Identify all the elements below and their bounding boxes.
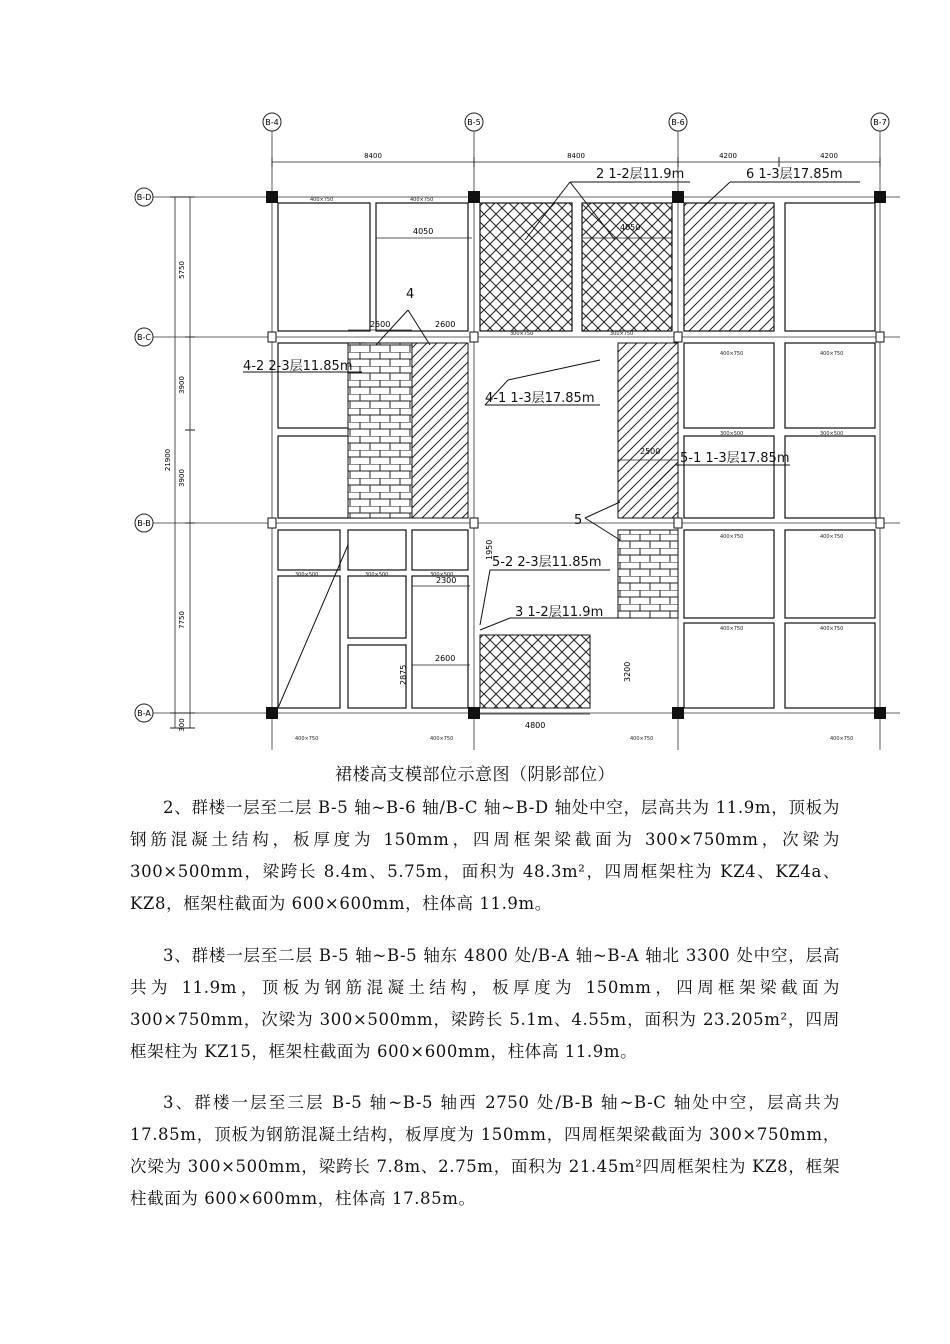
dim-text: 2600 — [435, 654, 456, 663]
paragraph-3: 3、群楼一层至三层 B-5 轴~B-5 轴西 2750 处/B-B 轴~B-C 轴处中空，层高共为 17.85m，顶板为钢筋混凝土结构，板厚度为 150mm，四周框架梁截面为 300×750mm，次梁为 300×500mm，梁跨长 7.8m、2.75m，面积为 21.45m²四周框架柱为 KZ8，框架柱截面为 600×600mm，柱体高 17.85m。 — [130, 1093, 840, 1208]
beam-label: 400×750 — [720, 534, 744, 540]
dim-text: 4050 — [413, 227, 434, 236]
dim-text: 8400 — [364, 152, 382, 160]
zone-5-1 — [618, 343, 678, 518]
callout-4-1: 4-1 1-3层17.85m — [485, 391, 595, 406]
dim-text: 2300 — [436, 576, 457, 585]
floor-plan-drawing — [130, 100, 910, 755]
axis-bubbles-top — [263, 113, 889, 131]
callout-5-1: 5-1 1-3层17.85m — [680, 451, 790, 466]
dim-text: 4050 — [620, 223, 641, 232]
left-dimensions — [164, 197, 195, 732]
axis-label: B-6 — [671, 118, 685, 127]
beam-label: 300×500 — [430, 572, 454, 578]
beam-label: 400×750 — [630, 736, 654, 742]
dim-text: 2875 — [399, 664, 408, 685]
paragraph-1: 2、群楼一层至二层 B-5 轴~B-6 轴/B-C 轴~B-D 轴处中空，层高共为 11.9m，顶板为钢筋混凝土结构，板厚度为 150mm，四周框架梁截面为 300×750mm，次梁为 300×500mm，梁跨长 8.4m、5.75m，面积为 48.3m²，四周框架柱为 KZ4、KZ4a、KZ8，框架柱截面为 600×600mm，柱体高 11.9m。 — [130, 798, 840, 913]
dim-text: 1950 — [485, 539, 494, 560]
axis-label: B-5 — [467, 118, 481, 127]
beam-label: 300×500 — [820, 431, 844, 437]
axis-label: B-A — [137, 709, 151, 718]
beam-label: 400×750 — [820, 534, 844, 540]
axis-label: B-C — [137, 333, 151, 342]
axis-label: B-4 — [265, 118, 279, 127]
callout-4: 4 — [406, 287, 415, 302]
dim-text: 4200 — [820, 152, 838, 160]
callout-4-2: 4-2 2-3层11.85m — [243, 359, 353, 374]
callout-3: 3 1-2层11.9m — [515, 605, 604, 620]
axis-bubbles-left — [135, 188, 153, 722]
axis-label: B-D — [136, 193, 152, 202]
dim-text: 2500 — [370, 320, 391, 329]
dim-text: 4800 — [525, 721, 546, 730]
beam-label: 400×750 — [720, 626, 744, 632]
beam-label: 400×750 — [720, 351, 744, 357]
beam-label: 300×750 — [610, 331, 634, 337]
axis-label: B-B — [137, 519, 151, 528]
zone-3 — [480, 635, 590, 708]
callout-5: 5 — [574, 513, 583, 528]
dim-text: 7750 — [178, 611, 186, 629]
figure-caption: 裙楼高支模部位示意图（阴影部位） — [335, 765, 615, 785]
beam-label: 400×750 — [295, 736, 319, 742]
callout-6: 6 1-3层17.85m — [746, 167, 843, 182]
dim-text: 21900 — [164, 448, 172, 472]
dim-text: 3900 — [178, 376, 186, 394]
dim-text: 2500 — [640, 447, 661, 456]
dim-text: 3900 — [178, 469, 186, 487]
dim-text: 3200 — [623, 661, 632, 682]
callout-2: 2 1-2层11.9m — [596, 167, 685, 182]
zone-5-2 — [618, 530, 678, 618]
dim-text: 300 — [178, 718, 186, 732]
dim-text: 2600 — [435, 320, 456, 329]
beam-label: 400×750 — [820, 351, 844, 357]
top-dimensions — [272, 152, 880, 167]
beam-label: 300×500 — [295, 572, 319, 578]
beam-label: 400×750 — [830, 736, 854, 742]
dim-text: 8400 — [567, 152, 585, 160]
zone-2a — [480, 203, 572, 331]
beam-label: 400×750 — [410, 197, 434, 203]
beam-label: 300×500 — [365, 572, 389, 578]
zone-6 — [684, 203, 774, 331]
paragraph-2: 3、群楼一层至二层 B-5 轴~B-5 轴东 4800 处/B-A 轴~B-A 轴北 3300 处中空，层高共为 11.9m，顶板为钢筋混凝土结构，板厚度为 150mm，四周框架梁截面为 300×750mm，次梁为 300×500mm，梁跨长 5.1m、4.55m，面积为 23.205m²，四周框架柱为 KZ15，框架柱截面为 600×600mm，柱体高 11.9m。 — [130, 946, 840, 1061]
beam-label: 400×750 — [820, 626, 844, 632]
callout-5-2: 5-2 2-3层11.85m — [492, 555, 602, 570]
zone-4-2 — [348, 343, 412, 518]
beam-label: 300×500 — [720, 431, 744, 437]
beam-label: 300×750 — [510, 331, 534, 337]
axis-label: B-7 — [873, 118, 887, 127]
beam-label: 400×750 — [430, 736, 454, 742]
zone-4-1 — [412, 343, 468, 518]
beam-label: 400×750 — [310, 197, 334, 203]
dim-text: 5750 — [178, 261, 186, 279]
dim-text: 4200 — [719, 152, 737, 160]
